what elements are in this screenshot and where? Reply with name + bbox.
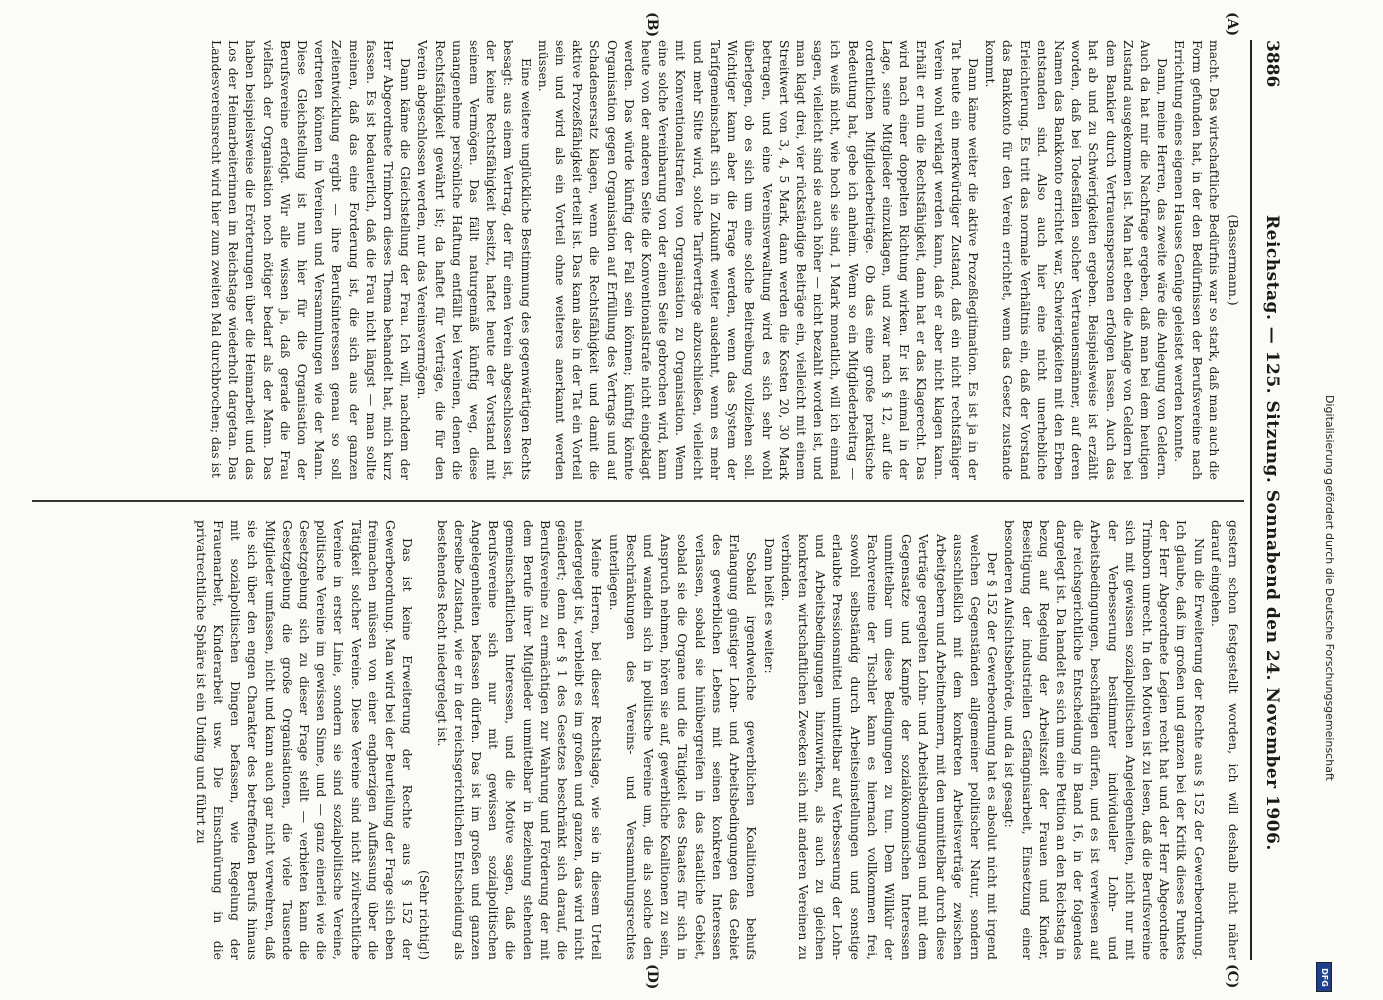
paragraph: Dann, meine Herren, das zweite wäre die Anlegung von Geldern. Auch da hat mir die Nachfrage ergeben, daß man bei dem heutigen Zustand ausgekommen ist. Man hat eben die Anlage von Geldern bei dem Bankier durch Vertrauenspersonen erfolgen lassen. Auch das hat ab und zu Schwierigkeiten ergeben. Beispielsweise ist erzählt worden, daß bei Todesfällen solcher Vertrauensmänner, auf deren Namen das Bankkonto errichtet war, Schwierigkeiten mit den Erben entstanden sind. Also auch hier eine nicht unerhebliche Erleichterung. Es tritt das normale Verhältnis ein, daß der Vorstand das Bankkonto für den Verein errichtet, wenn das Gesetz zustande kommt.	[983, 40, 1171, 480]
interjection: (Sehr richtig!)	[417, 870, 433, 960]
paragraph: Meine Herren, bei dieser Rechtslage, wie sie in diesem Urteil niedergelegt ist, verbleibt es im großen und ganzen, das wird nicht geändert; denn der § 1 des Gesetzes beschränkt sich darauf, die Berufsvereine zu ermächtigen zur Wahrung und Förderung der mit dem Berufe ihrer Mitglieder unmittelbar in Beziehung stehenden gemeinschaftlichen Interessen, und die Motive sagen, daß die Berufsvereine sich nur mit gewissen sozialpolitischen Angelegenheiten befassen dürfen. Das ist im großen und ganzen derselbe Zustand, wie er in der reichsgerichtlichen Entscheidung als bestehendes Recht niedergelegt ist.	[434, 520, 605, 960]
running-head: Reichstag. — 125. Sitzung. Sonnabend den 24. November 1906.	[1262, 215, 1282, 851]
margin-marker-a: (A)	[1224, 12, 1240, 37]
paragraph: Nun die Erweiterung der Rechte aus § 152 der Gewerbeordnung. Ich glaube, daß im großen und ganzen bei der Kritik dieses Punktes der Herr Abgeordnete Legien recht hat und der Herr Abgeordnete Trimborn unrecht. In den Motiven ist zu lesen, daß die Berufsvereine sich mit gewissen sozialpolitischen Angelegenheiten, nicht nur mit der Verbesserung bestimmter individueller Lohn- und Arbeitsbedingungen, beschäftigen dürfen, und es ist verwiesen auf die reichsgerichtliche Entscheidung in Band 16, in der folgendes dargelegt ist. Da handelt es sich um eine Petition an den Reichstag in bezug auf Regelung der Arbeitszeit der Frauen und Kinder, Beseitigung der industriellen Gefängnisarbeit, Einsetzung einer besonderen Aufsichtsbehörde, und da ist gesagt:	[1002, 520, 1207, 960]
left-column	[32, 40, 1242, 480]
paragraph: Das ist keine Erweiterung der Rechte aus § 152 der Gewerbeordnung. Man wird bei der Beurteilung der Frage sich eben freimachen müssen von einer engherzigen Auffassung über die Tätigkeit solcher Vereine. Diese Vereine sind nicht zivilrechtliche Vereine in erster Linie, sondern sie sind sozialpolitische Vereine, politische Vereine im gewissen Sinne, und — ganz einerlei wie die Gesetzgebung sich zu dieser Frage stellt — verbieten kann die Gesetzgebung die große Organisationen, die viele Tausende Mitglieder umfassen, nicht und kann auch gar nicht verwehren, daß sie sich über den engen Charakter des betreffenden Berufs hinaus mit sozialpolitischen Dingen befassen, wie Regelung der Frauenarbeit, Kinderarbeit usw. Die Einschnürung in die privatrechtliche Sphäre ist ein Unding und führt zu	[193, 520, 416, 960]
paragraph: Dann käme weiter die aktive Prozeßlegitimation. Es ist ja in der Tat heute ein merkwürdiger Zustand, daß ein nicht rechtsfähiger Verein wohl verklagt werden kann, daß er aber nicht klagen kann. Erhält er nun die Rechtsfähigkeit, dann hat er das Klagerecht. Das wird nach einer doppelten Richtung wirken. Er ist einmal in der Lage, seine Mitglieder einzuklagen, und zwar nach § 12, auf die ordentlichen Mitgliederbeiträge. Ob das eine große praktische Bedeutung hat, gebe ich anheim. Wenn so ein Mitgliederbeitrag — ich weiß nicht, wie hoch sie sind, 1 Mark monatlich, will ich einmal sagen, vielleicht sind sie auch höher — nicht bezahlt worden ist, und man klagt drei, vier rückständige Beiträge ein, vielleicht mit einem Streitwert von 3, 4, 5 Mark, dann werden die Kosten 20, 30 Mark betragen, und eine Vereinsverwaltung wird es sich sehr wohl überlegen, ob es sich um eine solche Beitreibung vollziehen soll. Wichtiger kann aber die Frage werden, wenn das System der Tarifgemeinschaft sich in Zukunft weiter ausdehnt, wenn es mehr und mehr Sitte wird, solche Tarifverträge abzuschließen, vielleicht mit Konventionalstrafen von Organisation zu Organisation. Wenn eine solche Vereinbarung von der einen Seite gebrochen wird, kann heute von der anderen Seite die Konventionalstrafe nicht eingeklagt werden. Das würde künftig der Fall sein können; künftig könnte Organisation gegen Organisation auf Erfüllung des Vertrags und auf Schadensersatz klagen, wenn die Rechtsfähigkeit und damit die aktive Prozeßfähigkeit erteilt ist. Das kann also in der Tat ein Vorteil sein und wird als ein Vorteil ohne weiteres anerkannt werden müssen.	[535, 40, 981, 480]
right-column	[32, 520, 1242, 960]
margin-marker-c: (C)	[1224, 964, 1240, 989]
dfg-logo-text: DFG	[1319, 967, 1329, 987]
quote-paragraph: Der § 152 der Gewerbeordnung hat es absolut nicht mit irgend welchen Gegenständen allgemeiner politischer Natur, sondern ausschließlich mit dem konkreten Arbeitsverträge zwischen Arbeitgebern und Arbeitnehmern, mit den unmittelbar durch diese Verträge geregelten Lohn- und Arbeitsbedingungen und mit dem Gegensatze und Kampfe der sozialökonomischen Interessen unmittelbar um diese Bedingungen zu tun. Dem Willkür der Fachvereine der Tischler kann es hiernach vollkommen frei, sowohl selbständig durch Arbeitseinstellungen und sonstige erlaubte Pressionsmittel unmittelbar auf Verbesserung der Lohn- und Arbeitsbedingungen hinzuwirken, als auch zu gleichen konkreten wirtschaftlichen Zwecken sich mit anderen Vereinen zu verbinden.	[778, 534, 1001, 960]
margin-marker-b: (B)	[644, 12, 660, 38]
paragraph: Dann käme die Gleichstellung der Frau. Ich will, nachdem der Herr Abgeordnete Trimborn dieses Thema behandelt hat, mich kurz fassen. Es ist bedauerlich, daß die Frau nicht längst — man sollte meinen, daß das eine Forderung ist, die sich aus der ganzen Zeitentwicklung ergibt — ihre Berufsinteressen genau so soll vertreten können in Vereinen und Versammlungen wie der Mann. Diese Gleichstellung ist nun hier für die Organisation der Berufsvereine erfolgt. Wir alle wissen ja, daß gerade die Frau vielfach der Organisation noch nötiger bedarf als der Mann. Das haben beispielsweise die Erörterungen über die Heimarbeit und das Los der Heimarbeiterinnen im Reichstage wiederholt dargetan. Das Landesvereinsrecht wird hier zum zweiten Mal durchbrochen; das ist	[209, 40, 414, 480]
header-rule	[1250, 40, 1252, 960]
page-number: 3886	[1262, 40, 1282, 88]
dfg-logo-icon	[1316, 962, 1332, 992]
margin-marker-d: (D)	[644, 964, 660, 990]
speaker-name: (Bassermann.)	[1226, 214, 1241, 306]
page-header	[1252, 40, 1282, 960]
paragraph: gestern schon festgestellt worden, ich will deshalb nicht näher darauf eingehen.	[1208, 520, 1241, 960]
paragraph: Dann heißt es weiter:	[761, 538, 777, 674]
digitization-credit: Digitalisierung gefördert durch die Deutsche Forschungsgemeinschaft	[1323, 395, 1336, 781]
footer-strip	[1314, 0, 1344, 1000]
quote-paragraph: Sobald irgendwelche gewerblichen Koalitionen behufs Erlangung günstiger Lohn- und Arbeitsbedingungen das Gebiet des gewerblichen Lebens mit seinen konkreten Interessen verlassen, sobald sie hinübergreifen in das staatliche Gebiet, sobald sie die Organe und die Tätigkeit des Staates für sich in Anspruch nehmen, hören sie auf, gewerbliche Koalitionen zu sein, und wandeln sich in politische Vereine um, die als solche den Beschränkungen des Vereins- und Versammlungsrechtes unterliegen.	[606, 534, 760, 960]
paragraph: Eine weitere unglückliche Bestimmung des gegenwärtigen Rechts besagt: aus einem Vertrag, der für einen Verein abgeschlossen ist, der keine Rechtsfähigkeit besitzt, haftet heute der Vorstand mit seinem Vermögen. Das fällt naturgemäß künftig weg, diese unangenehme persönliche Haftung entfällt bei Vereinen, denen die Rechtsfähigkeit gewährt ist; da haftet für Verträge, die für den Verein abgeschlossen werden, nur das Vereinsvermögen.	[415, 40, 534, 480]
column-divider	[32, 500, 1244, 502]
paragraph: macht. Das wirtschaftliche Bedürfnis war so stark, daß man auch die Form gefunden hat, in der den Bedürfnissen der Berufsvereine nach Errichtung eines eigenen Hauses Genüge geleistet werden konnte.	[1172, 40, 1222, 480]
